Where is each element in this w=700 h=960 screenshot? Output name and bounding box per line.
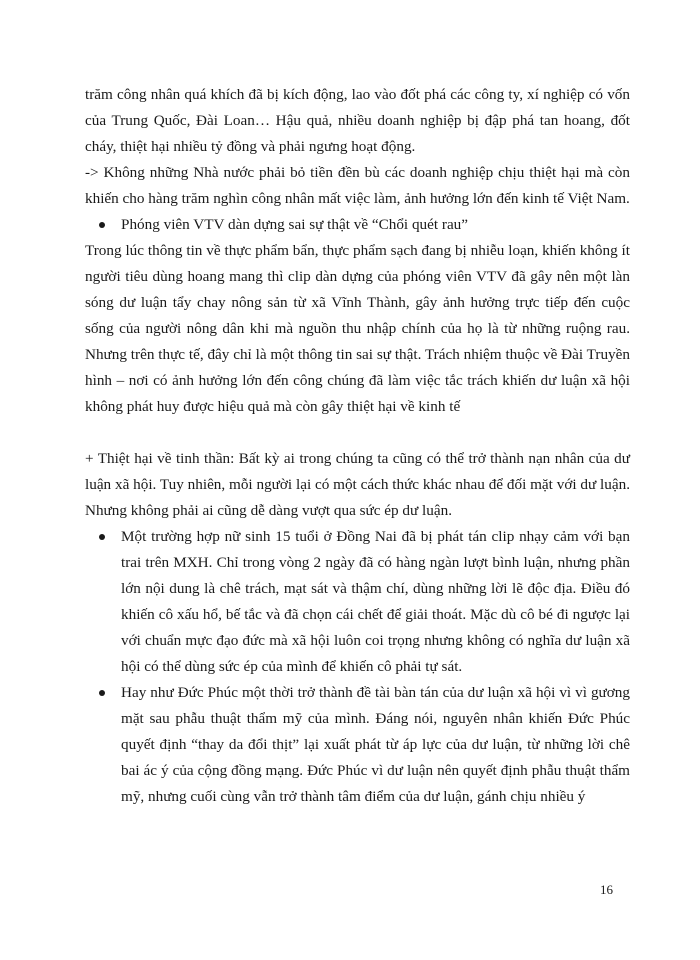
page-body — [85, 82, 630, 810]
bullet-dong-nai-case — [85, 524, 630, 680]
bullet-vtv-heading — [85, 212, 630, 238]
paragraph-gap — [85, 420, 630, 446]
paragraph-protest-damage: trăm công nhân quá khích đã bị kích động, lao vào đốt phá các công ty, xí nghiệp có vốn của Trung Quốc, Đài Loan… Hậu quả, nhiều doanh nghiệp bị đập phá tan hoang, đốt cháy, thiệt hại nhiều tỷ đồng và phải ngưng hoạt động. — [85, 86, 630, 155]
bullet-vtv-heading-text: Phóng viên VTV dàn dựng sai sự thật về “Chổi quét rau” — [121, 216, 469, 233]
bullet-dong-nai-text: Một trường hợp nữ sinh 15 tuổi ở Đồng Nai đã bị phát tán clip nhạy cảm với bạn trai trên MXH. Chỉ trong vòng 2 ngày đã có hàng ngàn lượt bình luận, nhưng phần lớn nội dung là chê trách, mạt sát và thậm chí, dùng những lời lẽ độc địa. Điều đó khiến cô xấu hổ, bế tắc và đã chọn cái chết để giải thoát. Mặc dù cô bé đi ngược lại với chuẩn mực đạo đức mà xã hội luôn coi trọng nhưng không có nghĩa dư luận xã hội có thể dùng sức ép của mình để khiến cô phải tự sát. — [121, 528, 630, 675]
paragraph-spiritual-damage: + Thiệt hại về tinh thần: Bất kỳ ai trong chúng ta cũng có thể trở thành nạn nhân của dư luận xã hội. Tuy nhiên, mỗi người lại có một cách thức khác nhau để đối mặt với dư luận. Nhưng không phải ai cũng dễ dàng vượt qua sức ép dư luận. — [85, 450, 630, 519]
bullet-dot-icon — [99, 534, 105, 540]
bullet-dot-icon — [99, 690, 105, 696]
bullet-duc-phuc-text: Hay như Đức Phúc một thời trở thành đề tài bàn tán của dư luận xã hội vì vì gương mặt sau phẫu thuật thẩm mỹ của mình. Đáng nói, nguyên nhân khiến Đức Phúc quyết định “thay da đổi thịt” lại xuất phát từ áp lực của dư luận, từ những lời chê bai ác ý của cộng đồng mạng. Đức Phúc vì dư luận nên quyết định phẫu thuật thẩm mỹ, nhưng cuối cùng vẫn trở thành tâm điểm của dư luận, gánh chịu nhiều ý — [121, 684, 630, 805]
bullet-dot-icon — [99, 222, 105, 228]
page-number: 16 — [600, 882, 613, 897]
paragraph-consequence: -> Không những Nhà nước phải bỏ tiền đền bù các doanh nghiệp chịu thiệt hại mà còn khiến cho hàng trăm nghìn công nhân mất việc làm, ảnh hưởng lớn đến kinh tế Việt Nam. — [85, 164, 630, 207]
bullet-duc-phuc-case — [85, 680, 630, 810]
paragraph-vtv-story: Trong lúc thông tin về thực phẩm bẩn, thực phẩm sạch đang bị nhiễu loạn, khiến không ít người tiêu dùng hoang mang thì clip dàn dựng của phóng viên VTV đã gây nên một làn sóng dư luận tẩy chay nông sản từ xã Vĩnh Thành, gây ảnh hưởng trực tiếp đến cuộc sống của người nông dân khi mà nguồn thu nhập chính của họ là từ những ruộng rau. Nhưng trên thực tế, đây chỉ là một thông tin sai sự thật. Trách nhiệm thuộc về Đài Truyền hình – nơi có ảnh hưởng lớn đến công chúng đã làm việc tắc trách khiến dư luận xã hội không phát huy được hiệu quả mà còn gây thiệt hại về kinh tế — [85, 242, 630, 415]
